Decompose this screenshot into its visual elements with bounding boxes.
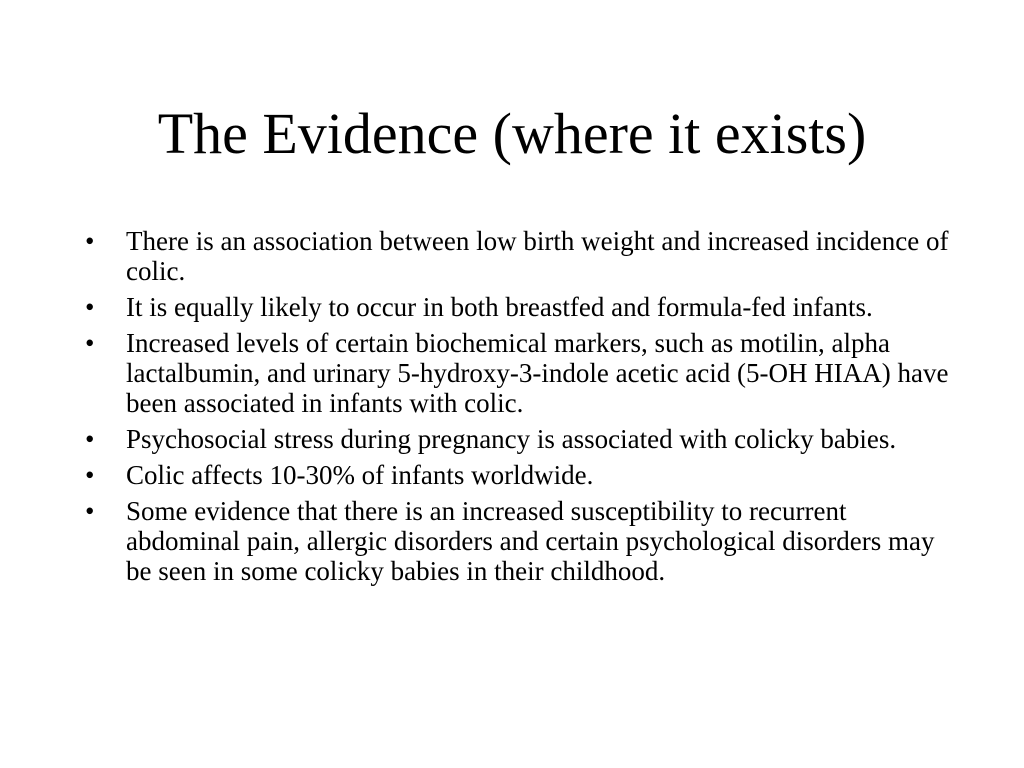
bullet-text: It is equally likely to occur in both breastfed and formula-fed infants. [126,292,873,322]
bullet-item [85,460,955,490]
bullet-text: There is an association between low birth weight and increased incidence of colic. [126,226,949,286]
bullet-text: Colic affects 10-30% of infants worldwide. [126,460,594,490]
bullet-item [85,226,955,286]
bullet-text: Psychosocial stress during pregnancy is associated with colicky babies. [126,424,897,454]
bullet-item [85,328,955,418]
bullet-icon: • [85,328,95,358]
bullet-icon: • [85,226,95,256]
bullet-text: Some evidence that there is an increased susceptibility to recurrent abdominal pain, allergic disorders and certain psychological disorders may be seen in some colicky babies in their childhood. [126,496,935,586]
bullet-icon: • [85,496,95,526]
slide-title: The Evidence (where it exists) [157,101,867,166]
bullet-item [85,496,955,586]
bullet-icon: • [85,424,95,454]
bullet-list [85,226,955,592]
bullet-icon: • [85,292,95,322]
bullet-item [85,292,955,322]
bullet-icon: • [85,460,95,490]
bullet-item [85,424,955,454]
bullet-text: Increased levels of certain biochemical markers, such as motilin, alpha lactalbumin, and urinary 5-hydroxy-3-indole acetic acid (5-OH HIAA) have been associated in infants with colic. [126,328,949,418]
